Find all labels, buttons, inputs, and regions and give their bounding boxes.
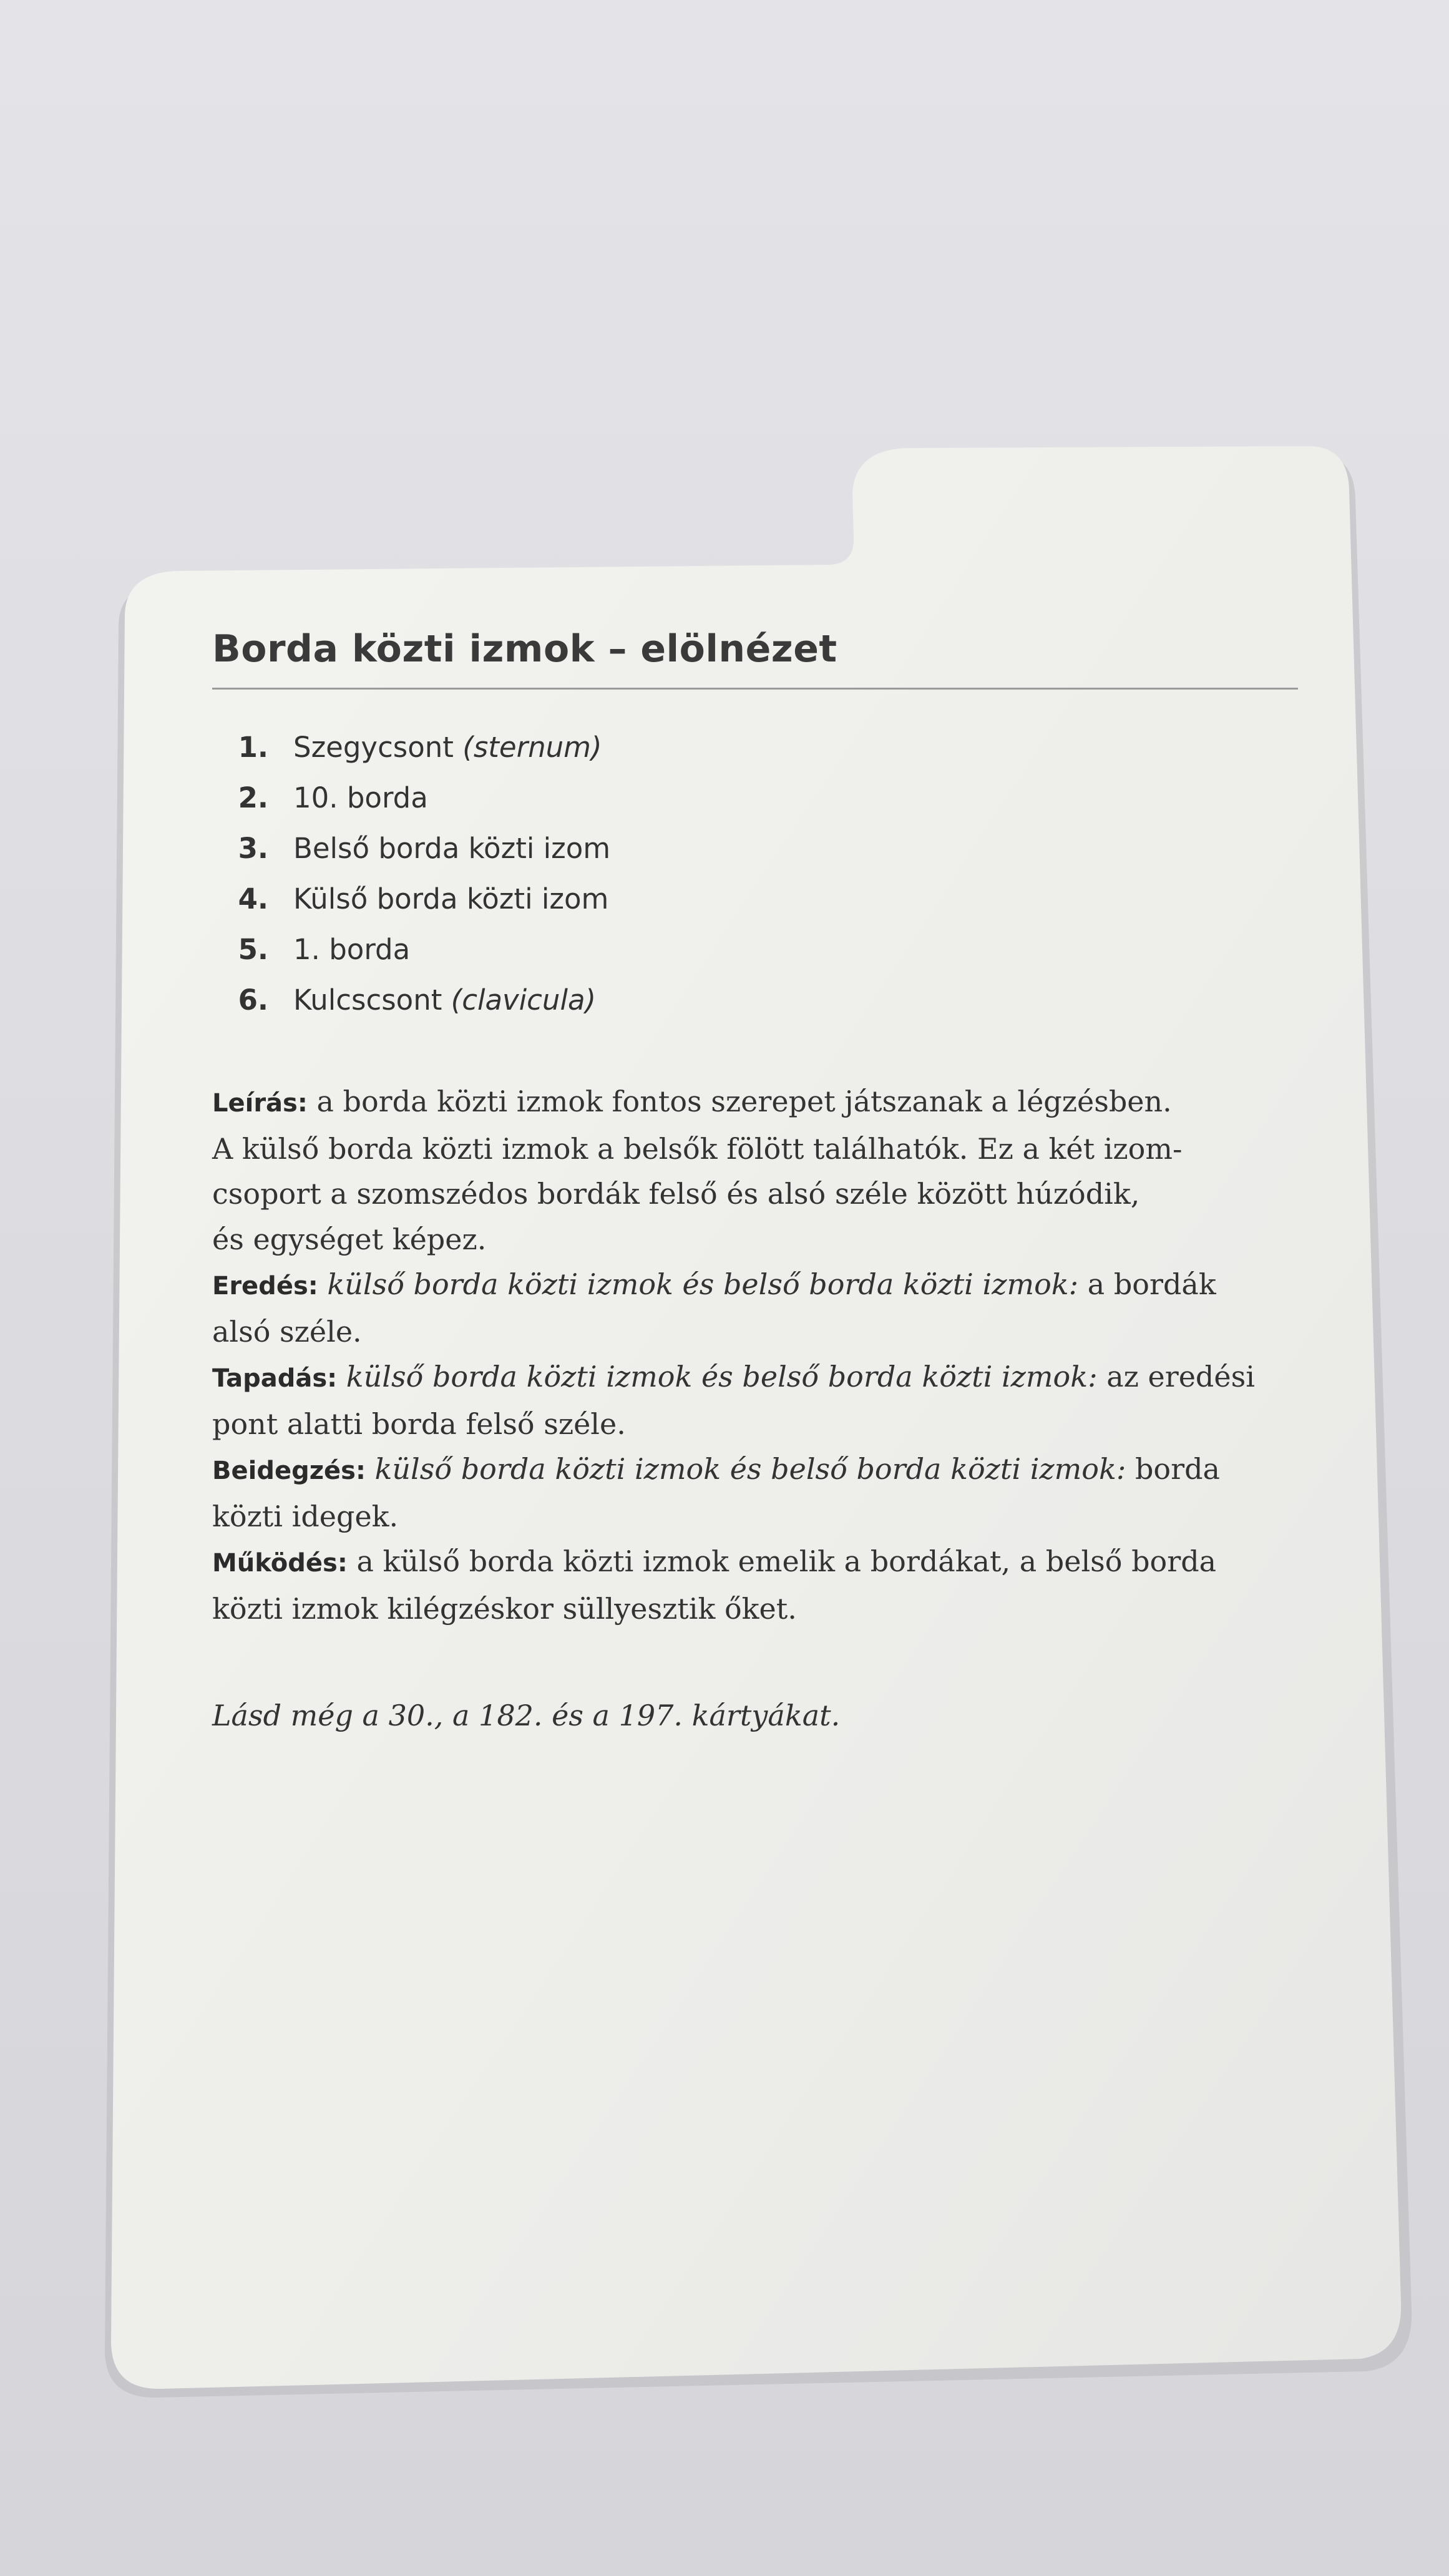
item-number: 1. xyxy=(238,731,268,764)
item-number: 6. xyxy=(238,983,268,1017)
card-title: Borda közti izmok – elölnézet xyxy=(212,627,837,671)
mukodes-line: Működés: a külső borda közti izmok emelik a bordákat, a belső borda xyxy=(212,1544,1217,1578)
item-latin: (clavicula) xyxy=(451,983,597,1017)
beidegzes-line: közti idegek. xyxy=(212,1499,399,1533)
card-content xyxy=(212,624,1348,1766)
list-item xyxy=(212,773,1348,823)
tapadas-label: Tapadás: xyxy=(212,1364,338,1393)
item-text: Belső borda közti izom xyxy=(293,832,611,865)
leiras-line: csoport a szomszédos bordák felső és alsó széle között húzódik, xyxy=(212,1177,1140,1211)
label-list xyxy=(212,722,1348,1025)
item-number: 5. xyxy=(238,933,268,966)
list-item xyxy=(212,823,1348,874)
leiras-line: A külső borda közti izmok a belsők fölött találhatók. Ez a két izom- xyxy=(212,1131,1183,1166)
item-text: Szegycsont (sternum) xyxy=(293,731,602,764)
list-item xyxy=(212,924,1348,975)
see-also: Lásd még a 30., a 182. és a 197. kártyákat. xyxy=(212,1699,841,1732)
mukodes-label: Működés: xyxy=(212,1549,348,1578)
leiras-line: Leírás: a borda közti izmok fontos szerepet játszanak a légzésben. xyxy=(212,1085,1172,1118)
description-block xyxy=(212,1079,1323,1631)
leiras-label: Leírás: xyxy=(212,1089,308,1118)
title-divider xyxy=(212,688,1298,690)
list-item xyxy=(212,874,1348,924)
beidegzes-label: Beidegzés: xyxy=(212,1456,366,1485)
list-item xyxy=(212,975,1348,1025)
mukodes-line: közti izmok kilégzéskor süllyesztik őket. xyxy=(212,1591,797,1626)
item-text: 1. borda xyxy=(293,933,411,966)
eredes-line: alsó széle. xyxy=(212,1314,362,1349)
item-latin: (sternum) xyxy=(462,731,602,764)
eredes-line: Eredés: külső borda közti izmok és belső borda közti izmok: a bordák xyxy=(212,1267,1216,1301)
eredes-label: Eredés: xyxy=(212,1272,318,1300)
item-number: 3. xyxy=(238,832,268,865)
item-text: Külső borda közti izom xyxy=(293,882,609,915)
item-number: 4. xyxy=(238,882,268,915)
list-item xyxy=(212,722,1348,773)
item-number: 2. xyxy=(238,781,268,814)
leiras-line: és egységet képez. xyxy=(212,1222,487,1256)
item-text: 10. borda xyxy=(293,781,428,814)
tapadas-line: Tapadás: külső borda közti izmok és belső borda közti izmok: az eredési xyxy=(212,1360,1255,1393)
item-text: Kulcscsont (clavicula) xyxy=(293,983,597,1017)
tapadas-line: pont alatti borda felső széle. xyxy=(212,1407,626,1441)
beidegzes-line: Beidegzés: külső borda közti izmok és belső borda közti izmok: borda xyxy=(212,1452,1220,1486)
